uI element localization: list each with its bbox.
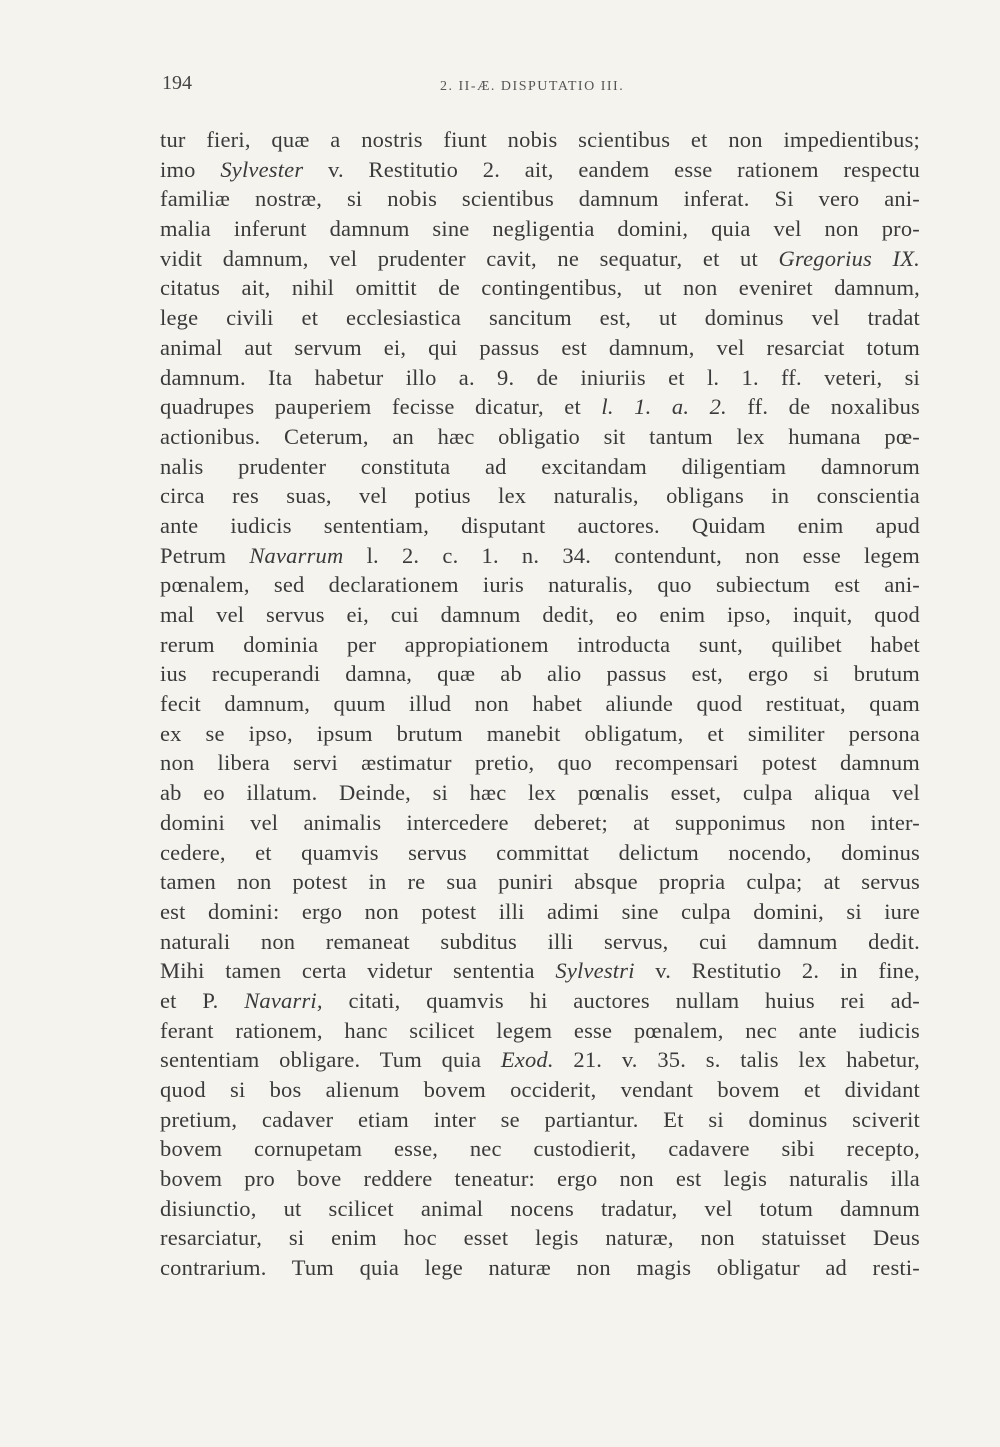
text-run: pretium, cadaver etiam inter se partiantur. Et si dominus sciverit [160, 1106, 920, 1132]
text-run: bovem pro bove reddere teneatur: ergo non est legis naturalis illa [160, 1166, 920, 1192]
text-run: disiunctio, ut scilicet animal nocens tradatur, vel totum damnum [160, 1195, 920, 1221]
text-line [160, 838, 920, 868]
text-run: l. 2. c. 1. n. 34. contendunt, non esse legem [343, 542, 920, 568]
italic-citation: Sylvester [220, 156, 304, 182]
text-run: animal aut servum ei, qui passus est damnum, vel resarciat totum [160, 334, 920, 360]
text-line [160, 273, 920, 303]
text-run: 21. v. 35. s. talis lex habetur, [553, 1047, 920, 1073]
text-run: ab eo illatum. Deinde, si hæc lex pœnalis esset, culpa aliqua vel [160, 780, 920, 806]
text-line [160, 392, 920, 422]
text-line [160, 1134, 920, 1164]
text-run: ferant rationem, hanc scilicet legem esse pœnalem, nec ante iudicis [160, 1017, 920, 1043]
text-run: lege civili et ecclesiastica sancitum est, ut dominus vel tradat [160, 305, 920, 331]
text-line [160, 778, 920, 808]
text-line [160, 214, 920, 244]
text-line [160, 155, 920, 185]
text-run: circa res suas, vel potius lex naturalis, obligans in conscientia [160, 483, 920, 509]
text-run: malia inferunt damnum sine negligentia domini, quia vel non pro- [160, 216, 920, 242]
text-run: bovem cornupetam esse, nec custodierit, cadavere sibi recepto, [160, 1136, 920, 1162]
italic-citation: l. 1. a. 2. [601, 394, 727, 420]
text-run: cedere, et quamvis servus committat delictum nocendo, dominus [160, 839, 920, 865]
text-run: vidit damnum, vel prudenter cavit, ne sequatur, et ut [160, 245, 779, 271]
text-run: actionibus. Ceterum, an hæc obligatio sit tantum lex humana pœ- [160, 423, 920, 449]
text-run: domini vel animalis intercedere deberet; at supponimus non inter- [160, 809, 920, 835]
text-run: sententiam obligare. Tum quia [160, 1047, 501, 1073]
running-head: 2. II-Æ. DISPUTATIO III. [440, 79, 625, 94]
text-run: ius recuperandi damna, quæ ab alio passus est, ergo si brutum [160, 661, 920, 687]
text-line [160, 1105, 920, 1135]
text-run: est domini: ergo non potest illi adimi sine culpa domini, si iure [160, 898, 920, 924]
text-line [160, 541, 920, 571]
text-run: et P. [160, 987, 245, 1013]
text-run: non libera servi æstimatur pretio, quo recompensari potest damnum [160, 750, 920, 776]
text-run: resarciatur, si enim hoc esset legis naturæ, non statuisset Deus [160, 1225, 920, 1251]
text-run: v. Restitutio 2. ait, eandem esse rationem respectu [303, 156, 920, 182]
text-run: fecit damnum, quum illud non habet aliunde quod restituat, quam [160, 691, 920, 717]
body-text [160, 125, 920, 1283]
text-line [160, 511, 920, 541]
text-run: Petrum [160, 542, 250, 568]
text-line [160, 600, 920, 630]
text-line [160, 748, 920, 778]
text-line [160, 303, 920, 333]
text-line [160, 719, 920, 749]
text-line [160, 1194, 920, 1224]
italic-citation: Gregorius IX. [778, 245, 920, 271]
text-line [160, 452, 920, 482]
text-line [160, 570, 920, 600]
text-line [160, 422, 920, 452]
text-line [160, 125, 920, 155]
text-run: rerum dominia per appropiationem introducta sunt, quilibet habet [160, 631, 920, 657]
text-run: nalis prudenter constituta ad excitandam diligentiam damnorum [160, 453, 920, 479]
text-line [160, 184, 920, 214]
text-run: v. Restitutio 2. in fine, [634, 958, 920, 984]
text-line [160, 897, 920, 927]
text-run: imo [160, 156, 221, 182]
italic-citation: Sylvestri [555, 958, 635, 984]
text-run: ff. de noxalibus [726, 394, 921, 420]
text-line [160, 1075, 920, 1105]
italic-citation: Navarrum [249, 542, 344, 568]
text-line [160, 1045, 920, 1075]
page-number: 194 [162, 72, 192, 94]
text-line [160, 481, 920, 511]
text-line [160, 1253, 920, 1283]
text-run: pœnalem, sed declarationem iuris naturalis, quo subiectum est ani- [160, 572, 920, 598]
text-run: ex se ipso, ipsum brutum manebit obligatum, et similiter persona [160, 720, 920, 746]
text-run: Mihi tamen certa videtur sententia [160, 958, 556, 984]
text-line [160, 927, 920, 957]
text-run: tamen non potest in re sua puniri absque propria culpa; at servus [160, 869, 920, 895]
italic-citation: Exod. [500, 1047, 554, 1073]
text-run: contrarium. Tum quia lege naturæ non magis obligatur ad resti- [160, 1255, 920, 1281]
text-run: citatus ait, nihil omittit de contingentibus, ut non eveniret damnum, [160, 275, 920, 301]
text-run: familiæ nostræ, si nobis scientibus damnum inferat. Si vero ani- [160, 186, 920, 212]
italic-citation: Navarri, [244, 987, 323, 1013]
text-line [160, 244, 920, 274]
text-run: mal vel servus ei, cui damnum dedit, eo enim ipso, inquit, quod [160, 602, 920, 627]
text-line [160, 689, 920, 719]
text-line [160, 363, 920, 393]
text-line [160, 808, 920, 838]
text-line [160, 659, 920, 689]
text-run: quod si bos alienum bovem occiderit, vendant bovem et dividant [160, 1077, 920, 1102]
text-line [160, 1223, 920, 1253]
text-run: citati, quamvis hi auctores nullam huius rei ad- [322, 987, 920, 1013]
text-run: tur fieri, quæ a nostris fiunt nobis scientibus et non impedientibus; [160, 127, 920, 152]
text-line [160, 1016, 920, 1046]
text-line [160, 986, 920, 1016]
text-line [160, 333, 920, 363]
text-line [160, 630, 920, 660]
text-run: ante iudicis sententiam, disputant auctores. Quidam enim apud [160, 512, 920, 538]
text-run: damnum. Ita habetur illo a. 9. de iniuriis et l. 1. ff. veteri, si [160, 364, 920, 390]
text-line [160, 867, 920, 897]
text-line [160, 1164, 920, 1194]
text-run: quadrupes pauperiem fecisse dicatur, et [160, 394, 602, 420]
text-line [160, 956, 920, 986]
text-run: naturali non remaneat subditus illi servus, cui damnum dedit. [160, 928, 920, 954]
